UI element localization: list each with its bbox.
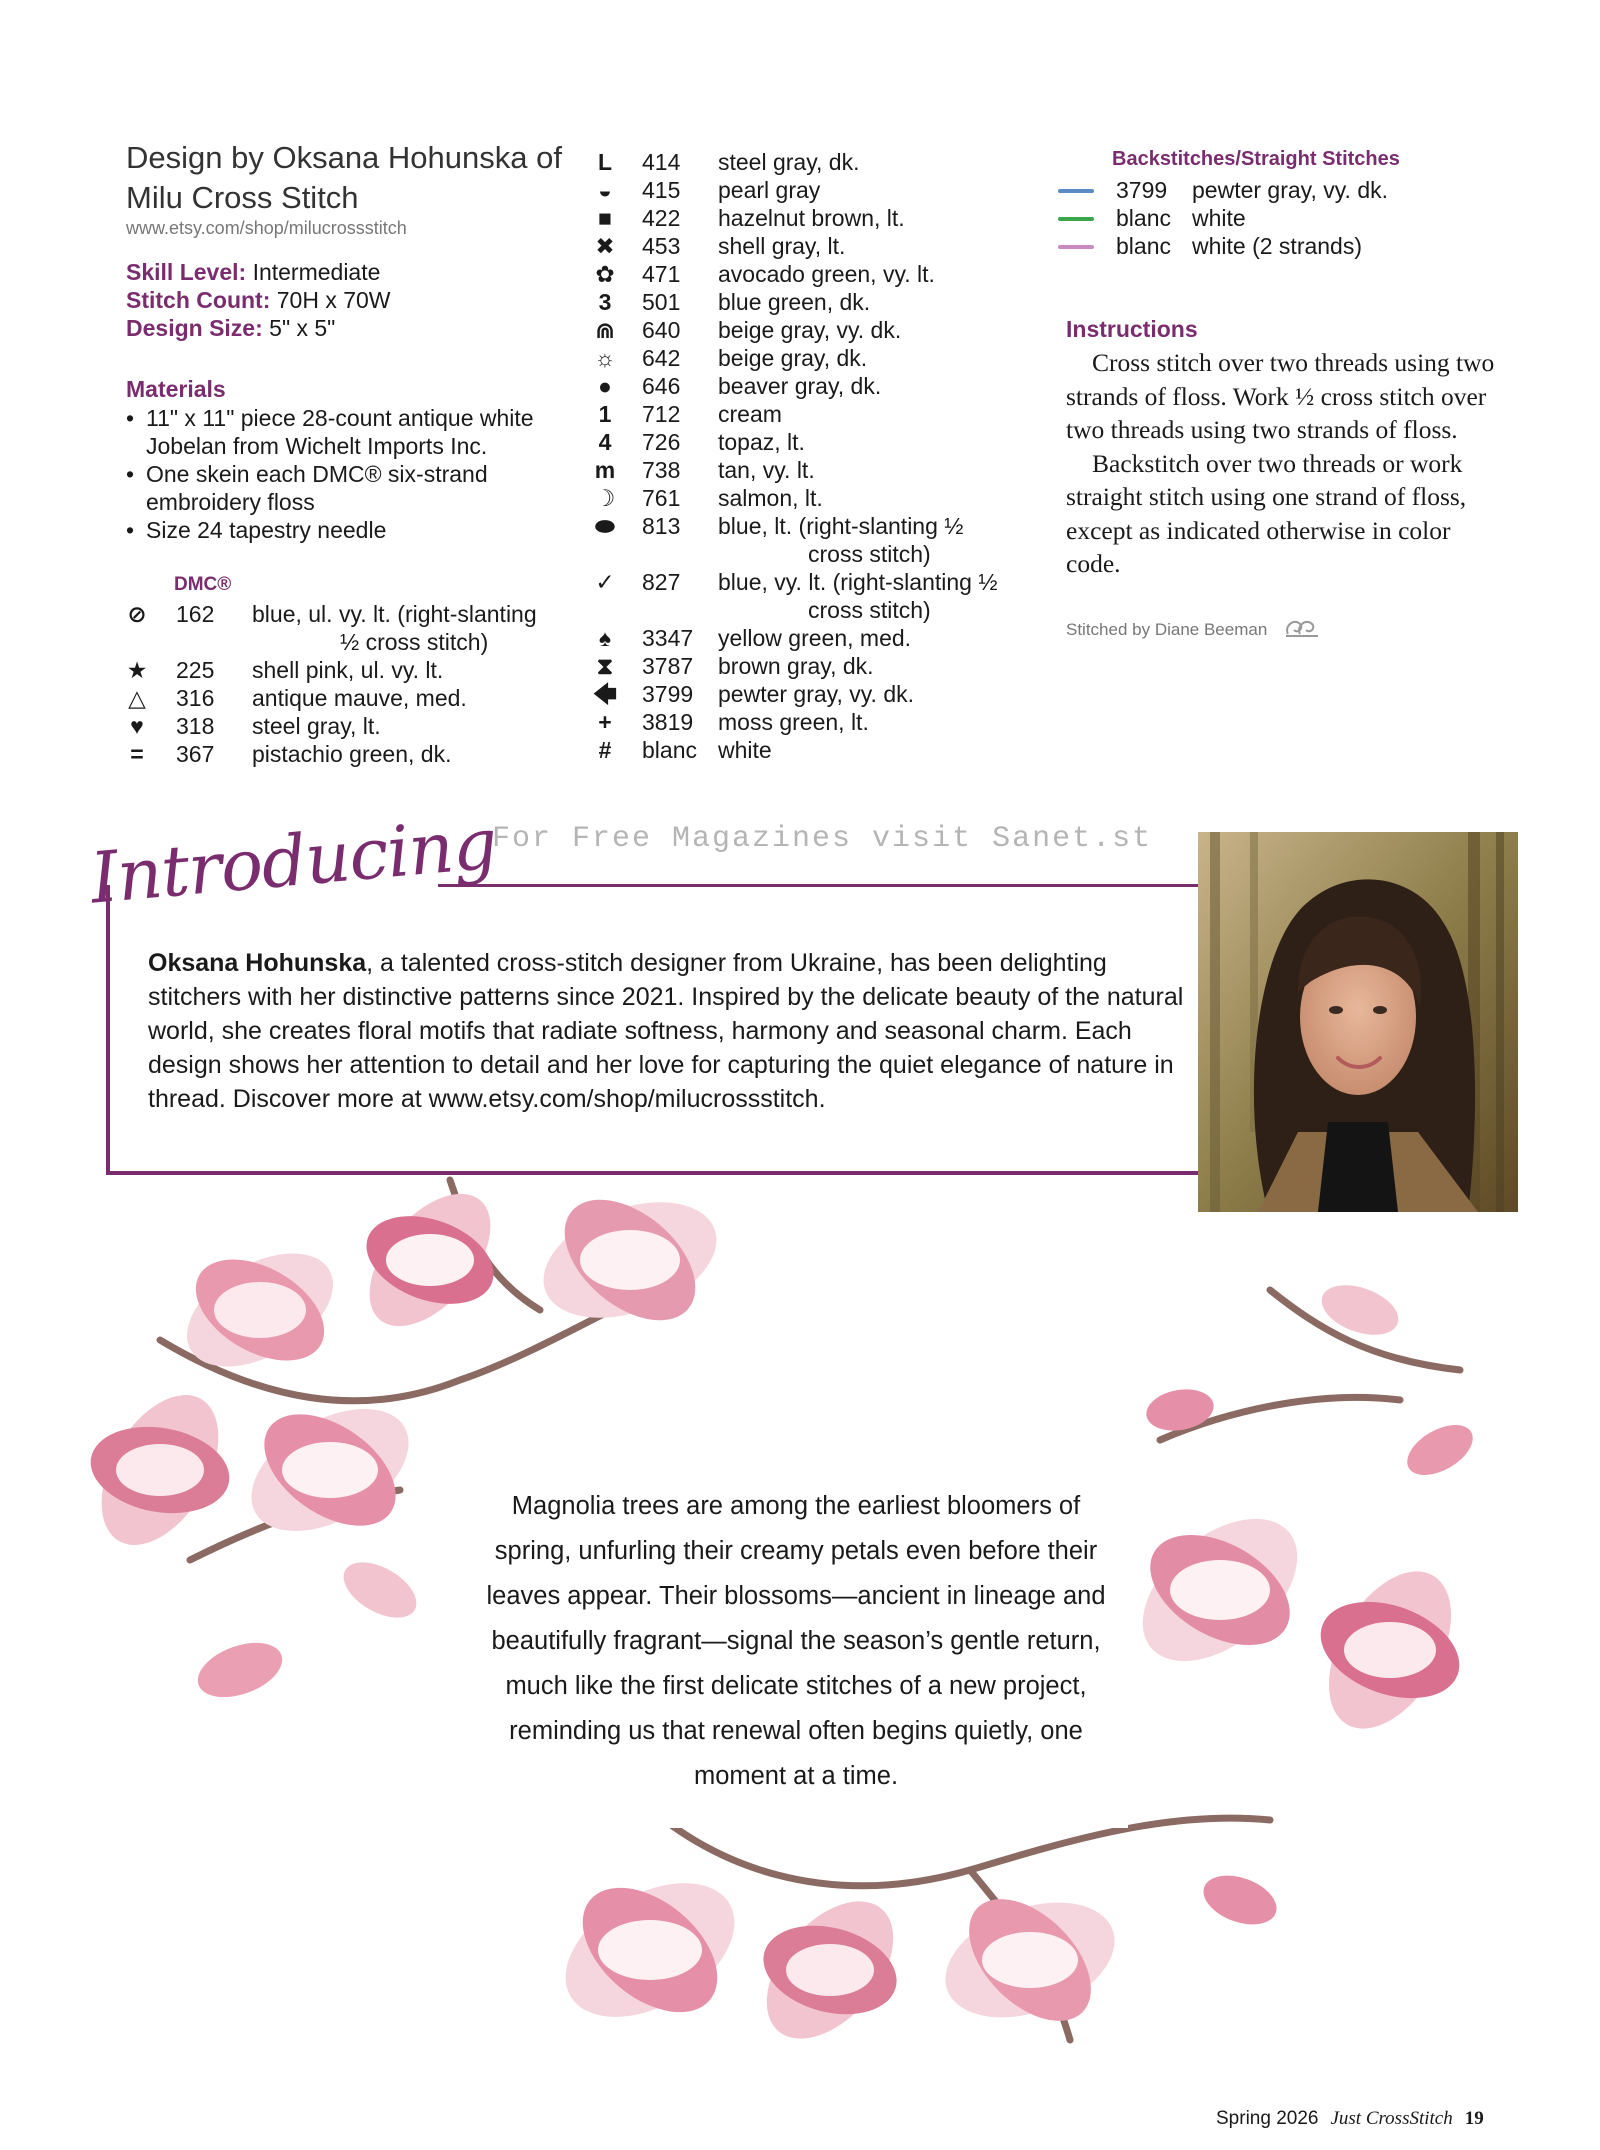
key-symbol-icon: ☽ [594, 485, 616, 511]
key-symbol-icon: 1 [598, 401, 612, 427]
key-symbol-icon: ■ [598, 205, 612, 231]
key-dmc-code: 827 [642, 569, 681, 595]
stitcher-logo-icon [1282, 616, 1322, 640]
key-color-name: hazelnut brown, lt. [718, 205, 905, 231]
key-color-name: white [718, 737, 772, 763]
design-size-value: 5" x 5" [269, 315, 336, 341]
key-color-name: shell gray, lt. [718, 233, 846, 259]
key-color-name: pearl gray [718, 177, 821, 203]
skill-value: Intermediate [252, 259, 381, 285]
key-color-name: beige gray, vy. dk. [718, 317, 902, 343]
color-key-row [592, 680, 1072, 708]
key-symbol-icon: = [130, 741, 144, 767]
instructions-paragraph: Cross stitch over two threads using two strands of floss. Work ½ cross stitch over two threads using two strands of floss. [1066, 348, 1495, 444]
key-color-name: pewter gray, vy. dk. [718, 681, 914, 707]
color-key-row [592, 204, 1072, 232]
color-key-row [592, 232, 1072, 260]
key-symbol-icon: ✿ [595, 261, 615, 287]
backstitch-name: pewter gray, vy. dk. [1192, 177, 1388, 203]
key-dmc-code: 367 [176, 741, 215, 767]
key-symbol-icon: 4 [598, 429, 612, 455]
key-color-name: salmon, lt. [718, 485, 823, 511]
color-key-row [124, 656, 604, 684]
color-key-row [592, 148, 1072, 176]
key-symbol-icon: ⋒ [595, 317, 615, 343]
material-item: • 11" x 11" piece 28-count antique white Jobelan from Wichelt Imports Inc. [126, 404, 566, 460]
key-dmc-code: 712 [642, 401, 681, 427]
intro-top-rule [438, 884, 1200, 887]
key-color-name: cream [718, 401, 782, 427]
backstitch-code: blanc [1116, 205, 1171, 231]
key-color-name: blue, vy. lt. (right-slanting ½ [718, 569, 998, 595]
key-symbol-icon: # [598, 737, 612, 763]
bio-body: , a talented cross-stitch designer from Ukraine, has been delighting stitchers with her distinctive patterns since 2021. Inspired by the delicate beauty of the natural world, she creates floral motifs that radiate softness, harmony and seasonal charm. Each design shows her attention to detail and her love for capturing the quiet elegance of nature in thread. Discover more at www.etsy.com/shop/milucrossstitch. [148, 949, 1184, 1113]
key-symbol-icon: + [598, 709, 612, 735]
color-key-row [592, 260, 1072, 288]
key-color-name: beaver gray, dk. [718, 373, 882, 399]
key-dmc-code: 646 [642, 373, 681, 399]
backstitch-line-swatch [1058, 245, 1094, 249]
key-color-name: pistachio green, dk. [252, 741, 452, 767]
key-dmc-code: 414 [642, 149, 681, 175]
skill-label: Skill Level: [126, 259, 247, 285]
key-color-name: avocado green, vy. lt. [718, 261, 935, 287]
key-color-name: moss green, lt. [718, 709, 869, 735]
color-key-row [592, 624, 1072, 652]
watermark-text: For Free Magazines visit Sanet.st [492, 822, 1153, 856]
key-color-name-continued: cross stitch) [808, 597, 931, 623]
key-symbol-icon: 🡄 [593, 681, 617, 707]
key-dmc-code: 3347 [642, 625, 694, 651]
key-color-name: shell pink, ul. vy. lt. [252, 657, 444, 683]
color-key-row [592, 484, 1072, 512]
backstitch-heading: Backstitches/Straight Stitches [1112, 148, 1400, 170]
design-size-label: Design Size: [126, 315, 263, 341]
backstitch-name: white (2 strands) [1192, 233, 1363, 259]
key-color-name: blue, lt. (right-slanting ½ [718, 513, 964, 539]
backstitch-code: 3799 [1116, 177, 1168, 203]
key-color-name: antique mauve, med. [252, 685, 467, 711]
key-symbol-icon: ☼ [594, 345, 616, 371]
key-symbol-icon: ◒ [598, 177, 612, 203]
key-dmc-code: 471 [642, 261, 681, 287]
key-color-name-continued: ½ cross stitch) [340, 629, 489, 655]
key-color-name: topaz, lt. [718, 429, 805, 455]
key-dmc-code: 3787 [642, 653, 694, 679]
materials-list [126, 404, 566, 544]
key-symbol-icon: ⬬ [595, 513, 615, 539]
key-dmc-code: 3799 [642, 681, 694, 707]
designer-name: Oksana Hohunska [148, 949, 367, 977]
key-dmc-code: 316 [176, 685, 215, 711]
key-color-name: yellow green, med. [718, 625, 912, 651]
backstitch-line-swatch [1058, 217, 1094, 221]
key-dmc-code: 318 [176, 713, 215, 739]
key-dmc-code: blanc [642, 737, 697, 763]
key-color-name: tan, vy. lt. [718, 457, 815, 483]
color-key-row [592, 652, 1072, 680]
color-key-row [592, 708, 1072, 736]
footer-season: Spring 2026 [1216, 2108, 1319, 2129]
key-dmc-code: 761 [642, 485, 681, 511]
key-dmc-code: 813 [642, 513, 681, 539]
instructions-heading: Instructions [1066, 316, 1198, 342]
color-key-row [124, 684, 604, 712]
key-symbol-icon: L [597, 149, 613, 175]
key-color-name: brown gray, dk. [718, 653, 874, 679]
color-key-row [592, 428, 1072, 456]
magnolia-caption: Magnolia trees are among the earliest bloomers of spring, unfurling their creamy petals even before their leaves appear. Their blossoms—ancient in lineage and beautifully fragrant—signal the season’s gentle return, much like the first delicate stitches of a new project, reminding us that renewal often begins quietly, one moment at a time. [486, 1492, 1106, 1790]
backstitch-name: white [1192, 205, 1246, 231]
design-specs [126, 258, 391, 342]
key-dmc-code: 415 [642, 177, 681, 203]
key-dmc-code: 642 [642, 345, 681, 371]
key-dmc-code: 3819 [642, 709, 694, 735]
color-key-row [592, 568, 1072, 624]
instructions-body [1066, 346, 1506, 581]
key-dmc-code: 225 [176, 657, 215, 683]
backstitch-code: blanc [1116, 233, 1171, 259]
dmc-heading: DMC® [174, 574, 232, 595]
key-color-name: beige gray, dk. [718, 345, 868, 371]
key-symbol-icon: ⧗ [596, 653, 614, 679]
key-symbol-icon: ♠ [598, 625, 612, 651]
key-dmc-code: 640 [642, 317, 681, 343]
designer-bio [148, 946, 1188, 1116]
color-key-row [592, 736, 1072, 764]
introducing-title: Introducing [87, 802, 500, 920]
footer-magazine: Just CrossStitch [1330, 2108, 1453, 2129]
material-item: • Size 24 tapestry needle [126, 516, 566, 544]
color-key-row [592, 400, 1072, 428]
key-symbol-icon: 3 [598, 289, 612, 315]
key-dmc-code: 726 [642, 429, 681, 455]
color-key-row [124, 712, 604, 740]
designer-portrait [1198, 832, 1518, 1212]
page-footer [1216, 2108, 1484, 2130]
key-dmc-code: 162 [176, 601, 215, 627]
key-symbol-icon: ✖ [595, 233, 615, 259]
color-key-row [592, 176, 1072, 204]
color-key-row [592, 344, 1072, 372]
color-key-row [124, 740, 604, 768]
designer-site[interactable]: www.etsy.com/shop/milucrossstitch [126, 218, 407, 238]
color-key-row [592, 372, 1072, 400]
stitch-count-value: 70H x 70W [276, 287, 391, 313]
color-key-row [592, 316, 1072, 344]
instructions-paragraph: Backstitch over two threads or work straight stitch using one strand of floss, except as indicated otherwise in color code. [1066, 448, 1467, 578]
key-color-name: blue green, dk. [718, 289, 871, 315]
key-color-name: steel gray, dk. [718, 149, 860, 175]
material-item: • One skein each DMC® six-strand embroidery floss [126, 460, 566, 516]
key-dmc-code: 453 [642, 233, 681, 259]
key-symbol-icon: m [594, 457, 616, 483]
designer-credit: Design by Oksana Hohunska of Milu Cross Stitch [126, 140, 562, 215]
key-symbol-icon: ⊘ [127, 601, 147, 627]
key-dmc-code: 738 [642, 457, 681, 483]
key-symbol-icon: ♥ [130, 713, 144, 739]
page-number: 19 [1464, 2108, 1484, 2129]
key-color-name: steel gray, lt. [252, 713, 381, 739]
key-color-name: blue, ul. vy. lt. (right-slanting [252, 601, 537, 627]
key-color-name-continued: cross stitch) [808, 541, 931, 567]
key-symbol-icon: ● [598, 373, 612, 399]
key-symbol-icon: ★ [126, 657, 148, 683]
color-key-row [592, 512, 1072, 568]
key-symbol-icon: △ [128, 685, 146, 711]
color-key-row [124, 600, 604, 656]
stitched-by-credit: Stitched by Diane Beeman [1066, 620, 1268, 639]
backstitch-line-swatch [1058, 189, 1094, 193]
color-key-row [592, 288, 1072, 316]
materials-heading: Materials [126, 376, 226, 402]
stitch-count-label: Stitch Count: [126, 287, 271, 313]
color-key-row [592, 456, 1072, 484]
key-symbol-icon: ✓ [595, 569, 615, 595]
key-dmc-code: 422 [642, 205, 681, 231]
key-dmc-code: 501 [642, 289, 681, 315]
